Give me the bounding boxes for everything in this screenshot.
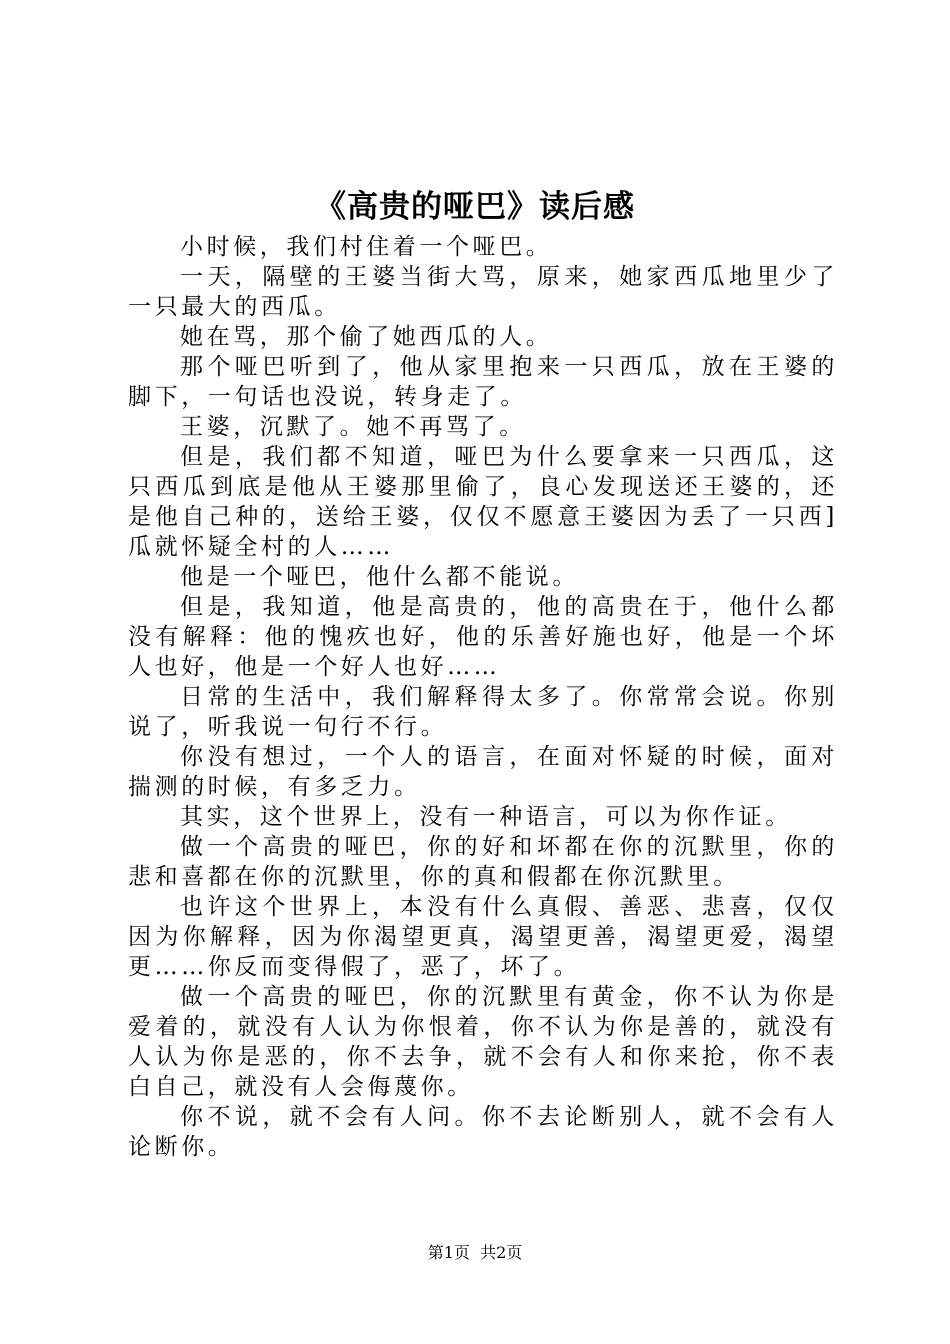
paragraph: 但是，我们都不知道，哑巴为什么要拿来一只西瓜，这只西瓜到底是他从王婆那里偷了，良心发现送还王婆的，还是他自己种的，送给王婆，仅仅不愿意王婆因为丢了一只西]瓜就怀疑全村的人…… xyxy=(128,444,838,560)
paragraph: 也许这个世界上，本没有什么真假、善恶、悲喜，仅仅因为你解释，因为你渴望更真，渴望更善，渴望更爱，渴望更……你反而变得假了，恶了，坏了。 xyxy=(128,894,838,980)
paragraph: 做一个高贵的哑巴，你的好和坏都在你的沉默里，你的悲和喜都在你的沉默里，你的真和假都在你沉默里。 xyxy=(128,834,838,890)
paragraph: 一天，隔壁的王婆当街大骂，原来，她家西瓜地里少了一只最大的西瓜。 xyxy=(128,264,838,320)
paragraph: 他是一个哑巴，他什么都不能说。 xyxy=(180,564,579,590)
paragraph: 日常的生活中，我们解释得太多了。你常常会说。你别说了，听我说一句行不行。 xyxy=(128,684,838,740)
paragraph: 王婆，沉默了。她不再骂了。 xyxy=(180,414,526,440)
page-number: 第1页 xyxy=(427,1243,470,1262)
page-total: 共2页 xyxy=(480,1243,523,1262)
page-footer xyxy=(0,1242,950,1264)
paragraph: 她在骂，那个偷了她西瓜的人。 xyxy=(180,324,553,350)
paragraph: 你不说，就不会有人问。你不去论断别人，就不会有人论断你。 xyxy=(128,1104,838,1160)
paragraph: 但是，我知道，他是高贵的，他的高贵在于，他什么都没有解释：他的愧疚也好，他的乐善好施也好，他是一个坏人也好，他是一个好人也好…… xyxy=(128,594,838,680)
paragraph: 做一个高贵的哑巴，你的沉默里有黄金，你不认为你是爱着的，就没有人认为你恨着，你不认为你是善的，就没有人认为你是恶的，你不去争，就不会有人和你来抢，你不表白自己，就没有人会侮蔑你。 xyxy=(128,984,838,1100)
paragraph: 你没有想过，一个人的语言，在面对怀疑的时候，面对揣测的时候，有多乏力。 xyxy=(128,744,838,800)
paragraph: 小时候，我们村住着一个哑巴。 xyxy=(180,234,553,260)
paragraph: 其实，这个世界上，没有一种语言，可以为你作证。 xyxy=(180,804,792,830)
paragraph: 那个哑巴听到了，他从家里抱来一只西瓜，放在王婆的脚下，一句话也没说，转身走了。 xyxy=(128,354,838,410)
document-body xyxy=(128,232,838,1162)
document-title: 《高贵的哑巴》读后感 xyxy=(315,189,635,225)
